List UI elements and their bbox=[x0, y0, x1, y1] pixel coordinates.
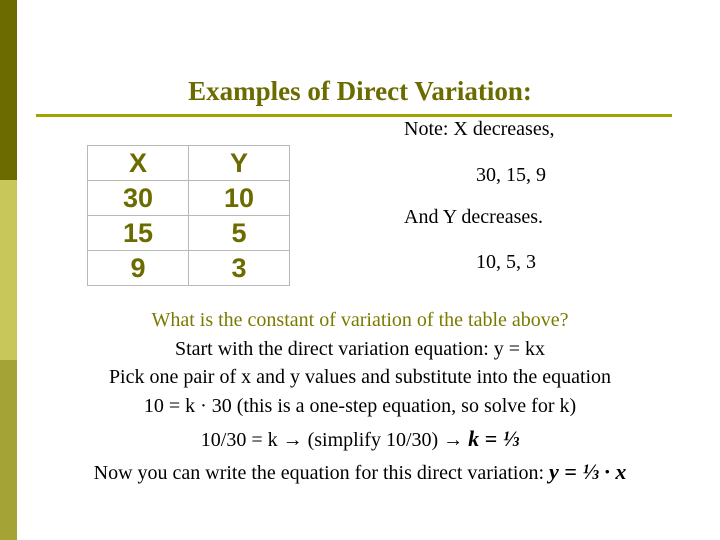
table-header-y: Y bbox=[189, 146, 290, 181]
table-cell-x: 9 bbox=[88, 251, 189, 286]
step-final-text: Now you can write the equation for this direct variation: bbox=[93, 462, 550, 484]
table-cell-x: 15 bbox=[88, 216, 189, 251]
table-header-x: X bbox=[88, 146, 189, 181]
xy-table bbox=[87, 145, 290, 286]
step-simplify bbox=[0, 426, 720, 452]
k-result: k = ⅓ bbox=[468, 426, 520, 451]
table-cell-y: 3 bbox=[189, 251, 290, 286]
table-header-row bbox=[88, 146, 290, 181]
question-text: What is the constant of variation of the table above? bbox=[151, 309, 569, 331]
title-underline bbox=[36, 114, 672, 117]
table-row bbox=[88, 181, 290, 216]
sidebar-bar-middle bbox=[0, 180, 17, 360]
step-equation: Start with the direct variation equation: y = kx bbox=[174, 338, 546, 360]
step-final-equation bbox=[0, 459, 720, 485]
step-substitute: 10 = k · 30 (this is a one-step equation, so solve for k) bbox=[143, 395, 577, 417]
note-y-values: 10, 5, 3 bbox=[476, 251, 536, 273]
note-y-decreases: And Y decreases. bbox=[404, 206, 544, 228]
step-simplify-text: 10/30 = k → (simplify 10/30) → bbox=[200, 429, 469, 451]
table-row bbox=[88, 251, 290, 286]
table-row bbox=[88, 216, 290, 251]
note-x-values: 30, 15, 9 bbox=[476, 164, 546, 186]
final-equation: y = ⅓ · x bbox=[549, 459, 627, 484]
slide-title-text: Examples of Direct Variation: bbox=[188, 76, 532, 106]
table-cell-y: 10 bbox=[189, 181, 290, 216]
slide-title bbox=[0, 76, 720, 107]
table-cell-y: 5 bbox=[189, 216, 290, 251]
note-x-decreases: Note: X decreases, bbox=[404, 118, 555, 140]
table-cell-x: 30 bbox=[88, 181, 189, 216]
step-pick-pair: Pick one pair of x and y values and substitute into the equation bbox=[108, 366, 612, 388]
